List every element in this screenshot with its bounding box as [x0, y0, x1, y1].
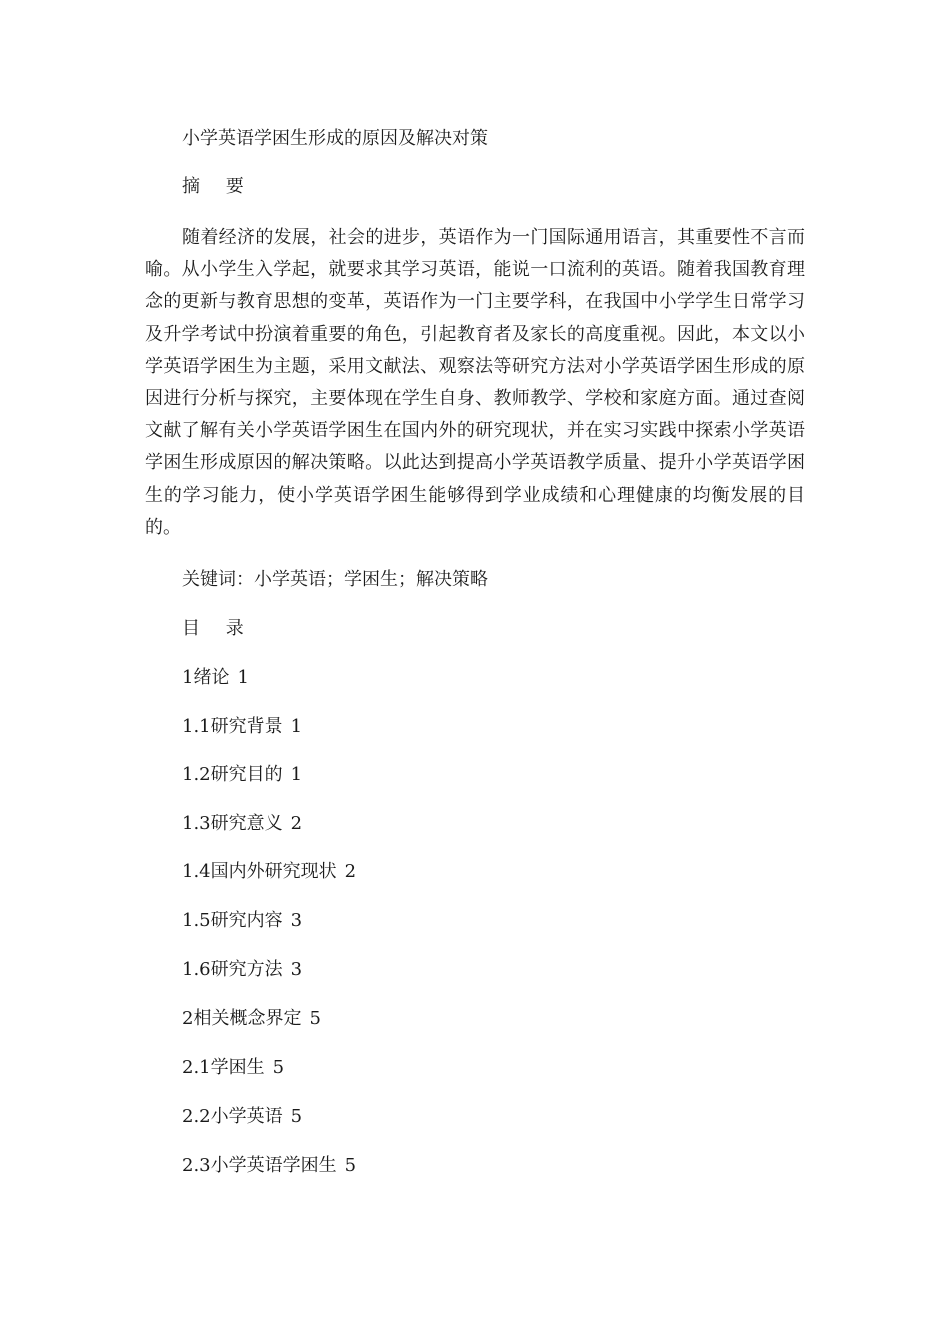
toc-item-page: 2 [290, 813, 303, 834]
toc-item [182, 666, 249, 690]
toc-item [182, 1007, 321, 1031]
document-title: 小学英语学困生形成的原因及解决对策 [182, 128, 488, 149]
toc-heading: 目 录 [182, 618, 254, 639]
toc-item-page: 3 [290, 910, 303, 931]
abstract-body: 随着经济的发展，社会的进步，英语作为一门国际通用语言，其重要性不言而喻。从小学生入学起，就要求其学习英语，能说一口流利的英语。随着我国教育理念的更新与教育思想的变革，英语作为一门主要学科，在我国中小学学生日常学习及升学考试中扮演着重要的角色，引起教育者及家长的高度重视。因此，本文以小学英语学困生为主题，采用文献法、观察法等研究方法对小学英语学困生形成的原因进行分析与探究，主要体现在学生自身、教师教学、学校和家庭方面。通过查阅文献了解有关小学英语学困生在国内外的研究现状，并在实习实践中探索小学英语学困生形成原因的解决策略。以此达到提高小学英语教学质量、提升小学英语学困生的学习能力，使小学英语学困生能够得到学业成绩和心理健康的均衡发展的目的。 [145, 227, 805, 538]
toc-item-page: 1 [290, 716, 303, 737]
toc-item [182, 1154, 356, 1178]
keywords: 关键词：小学英语；学困生；解决策略 [182, 569, 488, 590]
toc-item-title: 1.3研究意义 [182, 813, 283, 834]
toc-item-title: 2.2小学英语 [182, 1106, 283, 1127]
toc-item-title: 1.6研究方法 [182, 959, 283, 980]
toc-item-title: 1绪论 [182, 667, 230, 688]
abstract-heading: 摘 要 [182, 176, 254, 197]
toc-item [182, 958, 302, 982]
toc-item [182, 1105, 302, 1129]
toc-item-page: 1 [237, 667, 249, 688]
toc-item-page: 5 [272, 1057, 285, 1078]
toc-item-title: 1.1研究背景 [182, 716, 283, 737]
toc-item-title: 2.3小学英语学困生 [182, 1155, 337, 1176]
toc-item-page: 2 [344, 861, 357, 882]
toc-item-title: 1.4国内外研究现状 [182, 861, 337, 882]
toc-item-page: 3 [290, 959, 303, 980]
toc-item-title: 1.2研究目的 [182, 764, 283, 785]
toc-item [182, 909, 302, 933]
toc-item [182, 763, 302, 787]
toc-item-title: 1.5研究内容 [182, 910, 283, 931]
toc-item-page: 5 [344, 1155, 357, 1176]
toc-item-title: 2.1学困生 [182, 1057, 265, 1078]
toc-item [182, 812, 302, 836]
toc-item [182, 1056, 284, 1080]
toc-item [182, 860, 356, 884]
toc-item-title: 2相关概念界定 [182, 1008, 302, 1029]
toc-item-page: 5 [290, 1106, 303, 1127]
toc-item-page: 5 [309, 1008, 321, 1029]
toc-item-page: 1 [290, 764, 303, 785]
toc-item [182, 715, 302, 739]
